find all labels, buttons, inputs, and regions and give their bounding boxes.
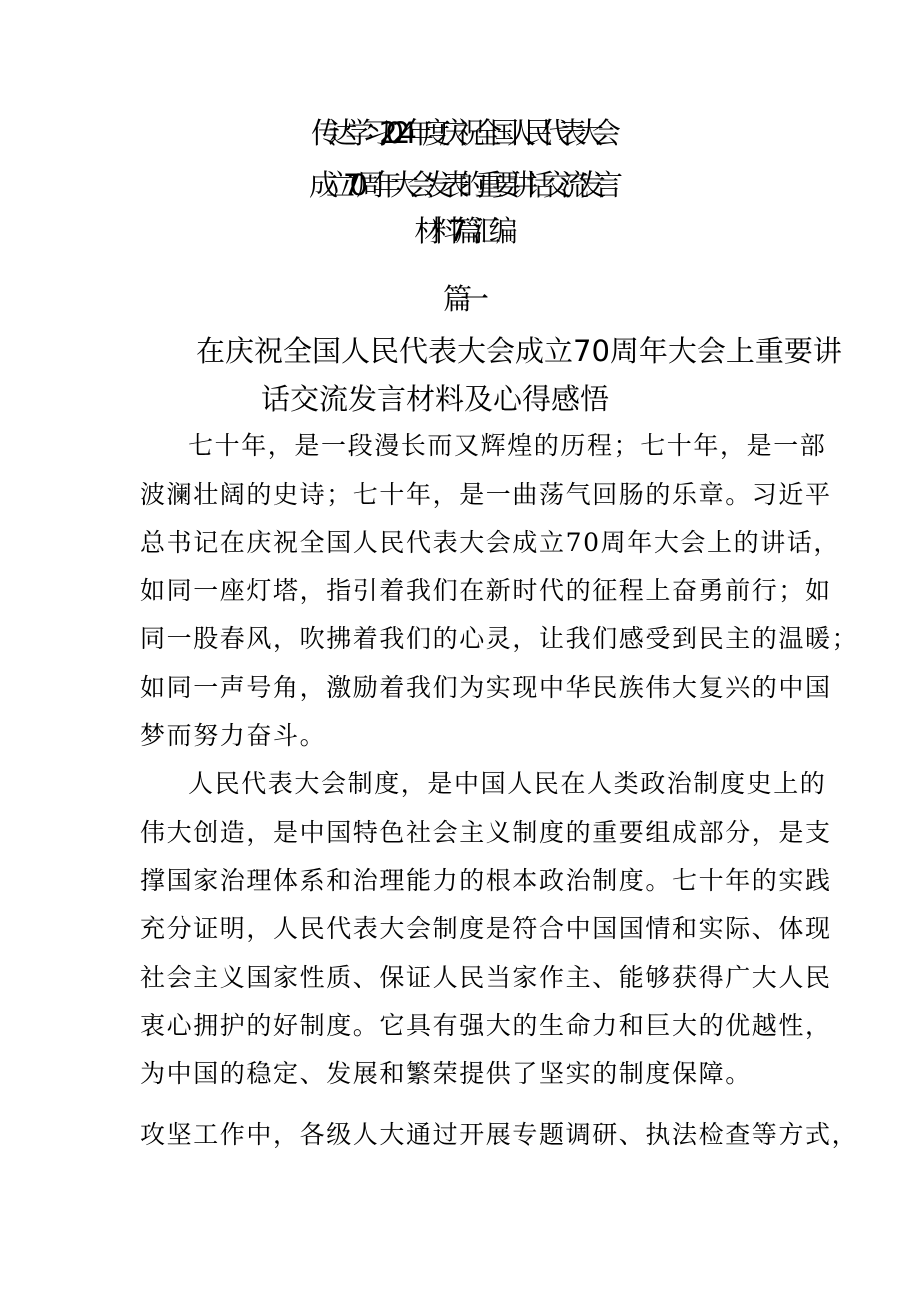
document-title-line-3: 材料7篇汇编 — [414, 214, 506, 248]
paragraph-1-line-1: 七十年，是一段漫长而又辉煌的历程；七十年，是一部 — [188, 431, 827, 460]
section-label: 篇一 — [442, 282, 477, 316]
document-title-line-1: 传达学习2024年度庆祝全国人民代表大会 — [311, 116, 609, 150]
paragraph-1-line-4: 如同一座灯塔，指引着我们在新时代的征程上奋勇前行；如 — [140, 576, 832, 605]
paragraph-2-line-2: 伟大创造，是中国特色社会主义制度的重要组成部分，是支 — [140, 818, 832, 847]
paragraph-3-line-1: 攻坚工作中，各级人大通过开展专题调研、执法检查等方式， — [140, 1120, 859, 1149]
paragraph-1-line-3: 总书记在庆祝全国人民代表大会成立70周年大会上的讲话， — [140, 528, 841, 557]
section-title-line-1: 在庆祝全国人民代表大会成立70周年大会上重要讲 — [196, 334, 842, 368]
paragraph-1-line-6: 如同一声号角，激励着我们为实现中华民族伟大复兴的中国 — [140, 673, 832, 702]
paragraph-2-line-6: 衷心拥护的好制度。它具有强大的生命力和巨大的优越性， — [140, 1011, 832, 1040]
paragraph-1-line-7: 梦而努力奋斗。 — [140, 721, 327, 750]
paragraph-2-line-5: 社会主义国家性质、保证人民当家作主、能够获得广大人民 — [140, 963, 832, 992]
section-title-line-2: 话交流发言材料及心得感悟 — [261, 382, 610, 416]
paragraph-1-line-2: 波澜壮阔的史诗；七十年，是一曲荡气回肠的乐章。习近平 — [140, 480, 832, 509]
document-title-line-2: 成立70周年大会发表的重要讲话交流发言 — [309, 168, 611, 202]
paragraph-2-line-4: 充分证明，人民代表大会制度是符合中国国情和实际、体现 — [140, 914, 832, 943]
paragraph-1-line-5: 同一股春风，吹拂着我们的心灵，让我们感受到民主的温暖； — [140, 624, 859, 653]
paragraph-2-line-7: 为中国的稳定、发展和繁荣提供了坚实的制度保障。 — [140, 1059, 752, 1088]
paragraph-2-line-1: 人民代表大会制度，是中国人民在人类政治制度史上的 — [188, 769, 827, 798]
paragraph-2-line-3: 撑国家治理体系和治理能力的根本政治制度。七十年的实践 — [140, 866, 832, 895]
